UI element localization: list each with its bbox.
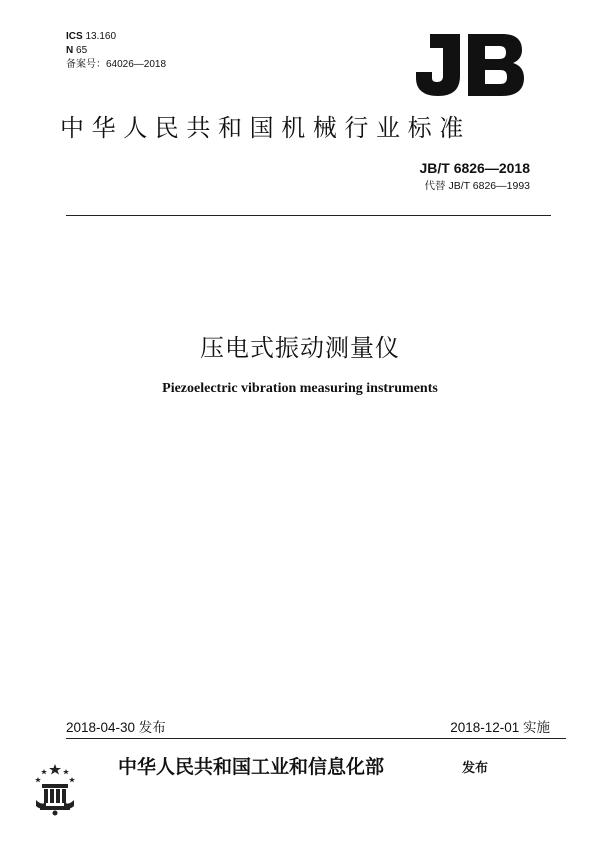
ics-value: 13.160 [85,31,117,42]
issuing-label: 发布 [462,761,489,776]
ics-label: ICS [66,31,83,42]
footer-divider [66,738,566,739]
standard-number: JB/T 6826—2018 [419,160,530,176]
replaces-standard: 代替 JB/T 6826—1993 [424,180,530,192]
ccs-value: 65 [76,45,88,56]
ministry-emblem-icon [32,762,78,816]
implementation-date: 2018-12-01 实施 [450,720,550,735]
record-label: 备案号： [66,59,106,70]
jb-logo [410,30,526,100]
ccs-code [66,45,87,57]
standard-series-title: 中华人民共和国机械行业标准 [60,114,471,142]
record-value: 64026—2018 [106,59,167,70]
document-title-en: Piezoelectric vibration measuring instruments [162,381,438,396]
release-date: 2018-04-30 发布 [66,720,166,735]
ccs-label: N [66,45,74,56]
record-number [66,59,166,71]
ics-code [66,31,116,43]
emblem-graphic [32,762,78,816]
jb-logo-graphic [410,30,526,100]
issuing-authority: 中华人民共和国工业和信息化部 [118,756,385,778]
header-divider [66,215,551,216]
document-title-zh: 压电式振动测量仪 [200,334,400,362]
